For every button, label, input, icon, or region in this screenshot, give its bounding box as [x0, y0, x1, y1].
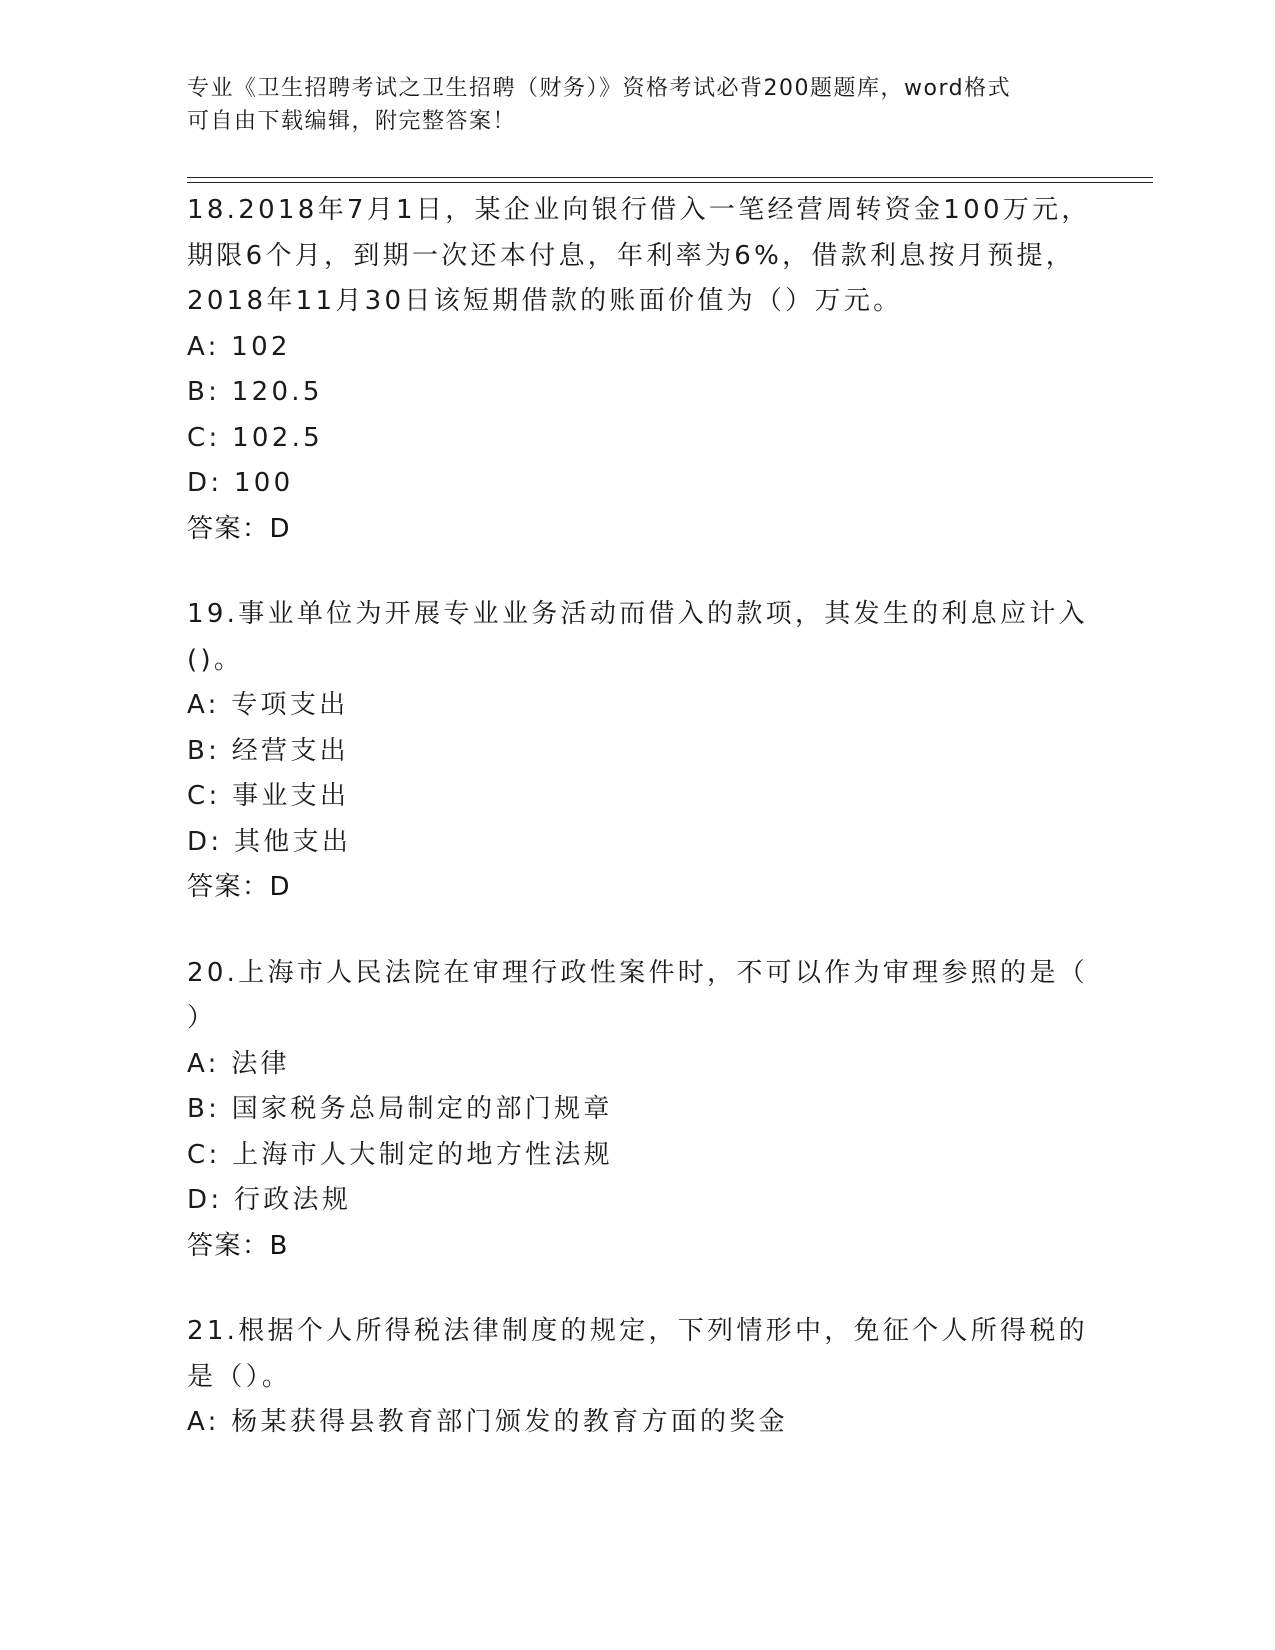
- question-text-line: 18.2018年7月1日，某企业向银行借入一笔经营周转资金100万元，: [187, 195, 1091, 225]
- question-text-line: ()。: [187, 644, 244, 675]
- question-text-line: 2018年11月30日该短期借款的账面价值为（）万元。: [187, 286, 903, 316]
- document-header: [187, 72, 1067, 138]
- option-a: A: 杨某获得县教育部门颁发的教育方面的奖金: [187, 1407, 788, 1437]
- option-c: C: 事业支出: [187, 781, 350, 811]
- header-title-line-1: 专业《卫生招聘考试之卫生招聘（财务）》资格考试必背200题题库，word格式: [187, 76, 1012, 101]
- option-c: C: 上海市人大制定的地方性法规: [187, 1139, 613, 1170]
- header-divider-top: [187, 177, 1153, 178]
- question-18: [187, 188, 1091, 552]
- question-text-line: 期限6个月，到期一次还本付息，年利率为6%，借款利息按月预提，: [187, 240, 1076, 271]
- option-b: B: 120.5: [187, 377, 323, 407]
- option-d: D: 100: [187, 468, 294, 498]
- answer-line: 答案：B: [187, 1230, 289, 1261]
- question-text-line: ）: [187, 1003, 217, 1033]
- option-a: A: 法律: [187, 1048, 290, 1079]
- option-a: A: 102: [187, 331, 291, 362]
- option-d: D: 其他支出: [187, 826, 352, 857]
- question-19: [187, 592, 1087, 911]
- question-text-line: 是（）。: [187, 1361, 292, 1392]
- question-21: [187, 1309, 1087, 1446]
- question-list: [187, 188, 1091, 1486]
- question-text-line: 21.根据个人所得税法律制度的规定，下列情形中，免征个人所得税的: [187, 1316, 1088, 1346]
- option-d: D: 行政法规: [187, 1185, 352, 1215]
- header-divider-bottom: [187, 182, 1153, 183]
- option-b: B: 经营支出: [187, 735, 349, 766]
- option-b: B: 国家税务总局制定的部门规章: [187, 1094, 613, 1124]
- answer-line: 答案：D: [187, 513, 292, 544]
- answer-line: 答案：D: [187, 872, 292, 902]
- question-text-line: 19.事业单位为开展专业业务活动而借入的款项，其发生的利息应计入: [187, 599, 1088, 629]
- option-a: A: 专项支出: [187, 690, 349, 720]
- option-c: C: 102.5: [187, 422, 324, 453]
- header-title-line-2: 可自由下载编辑，附完整答案！: [187, 109, 517, 134]
- question-text-line: 20.上海市人民法院在审理行政性案件时，不可以作为审理参照的是（: [187, 957, 1088, 988]
- question-20: [187, 951, 1087, 1270]
